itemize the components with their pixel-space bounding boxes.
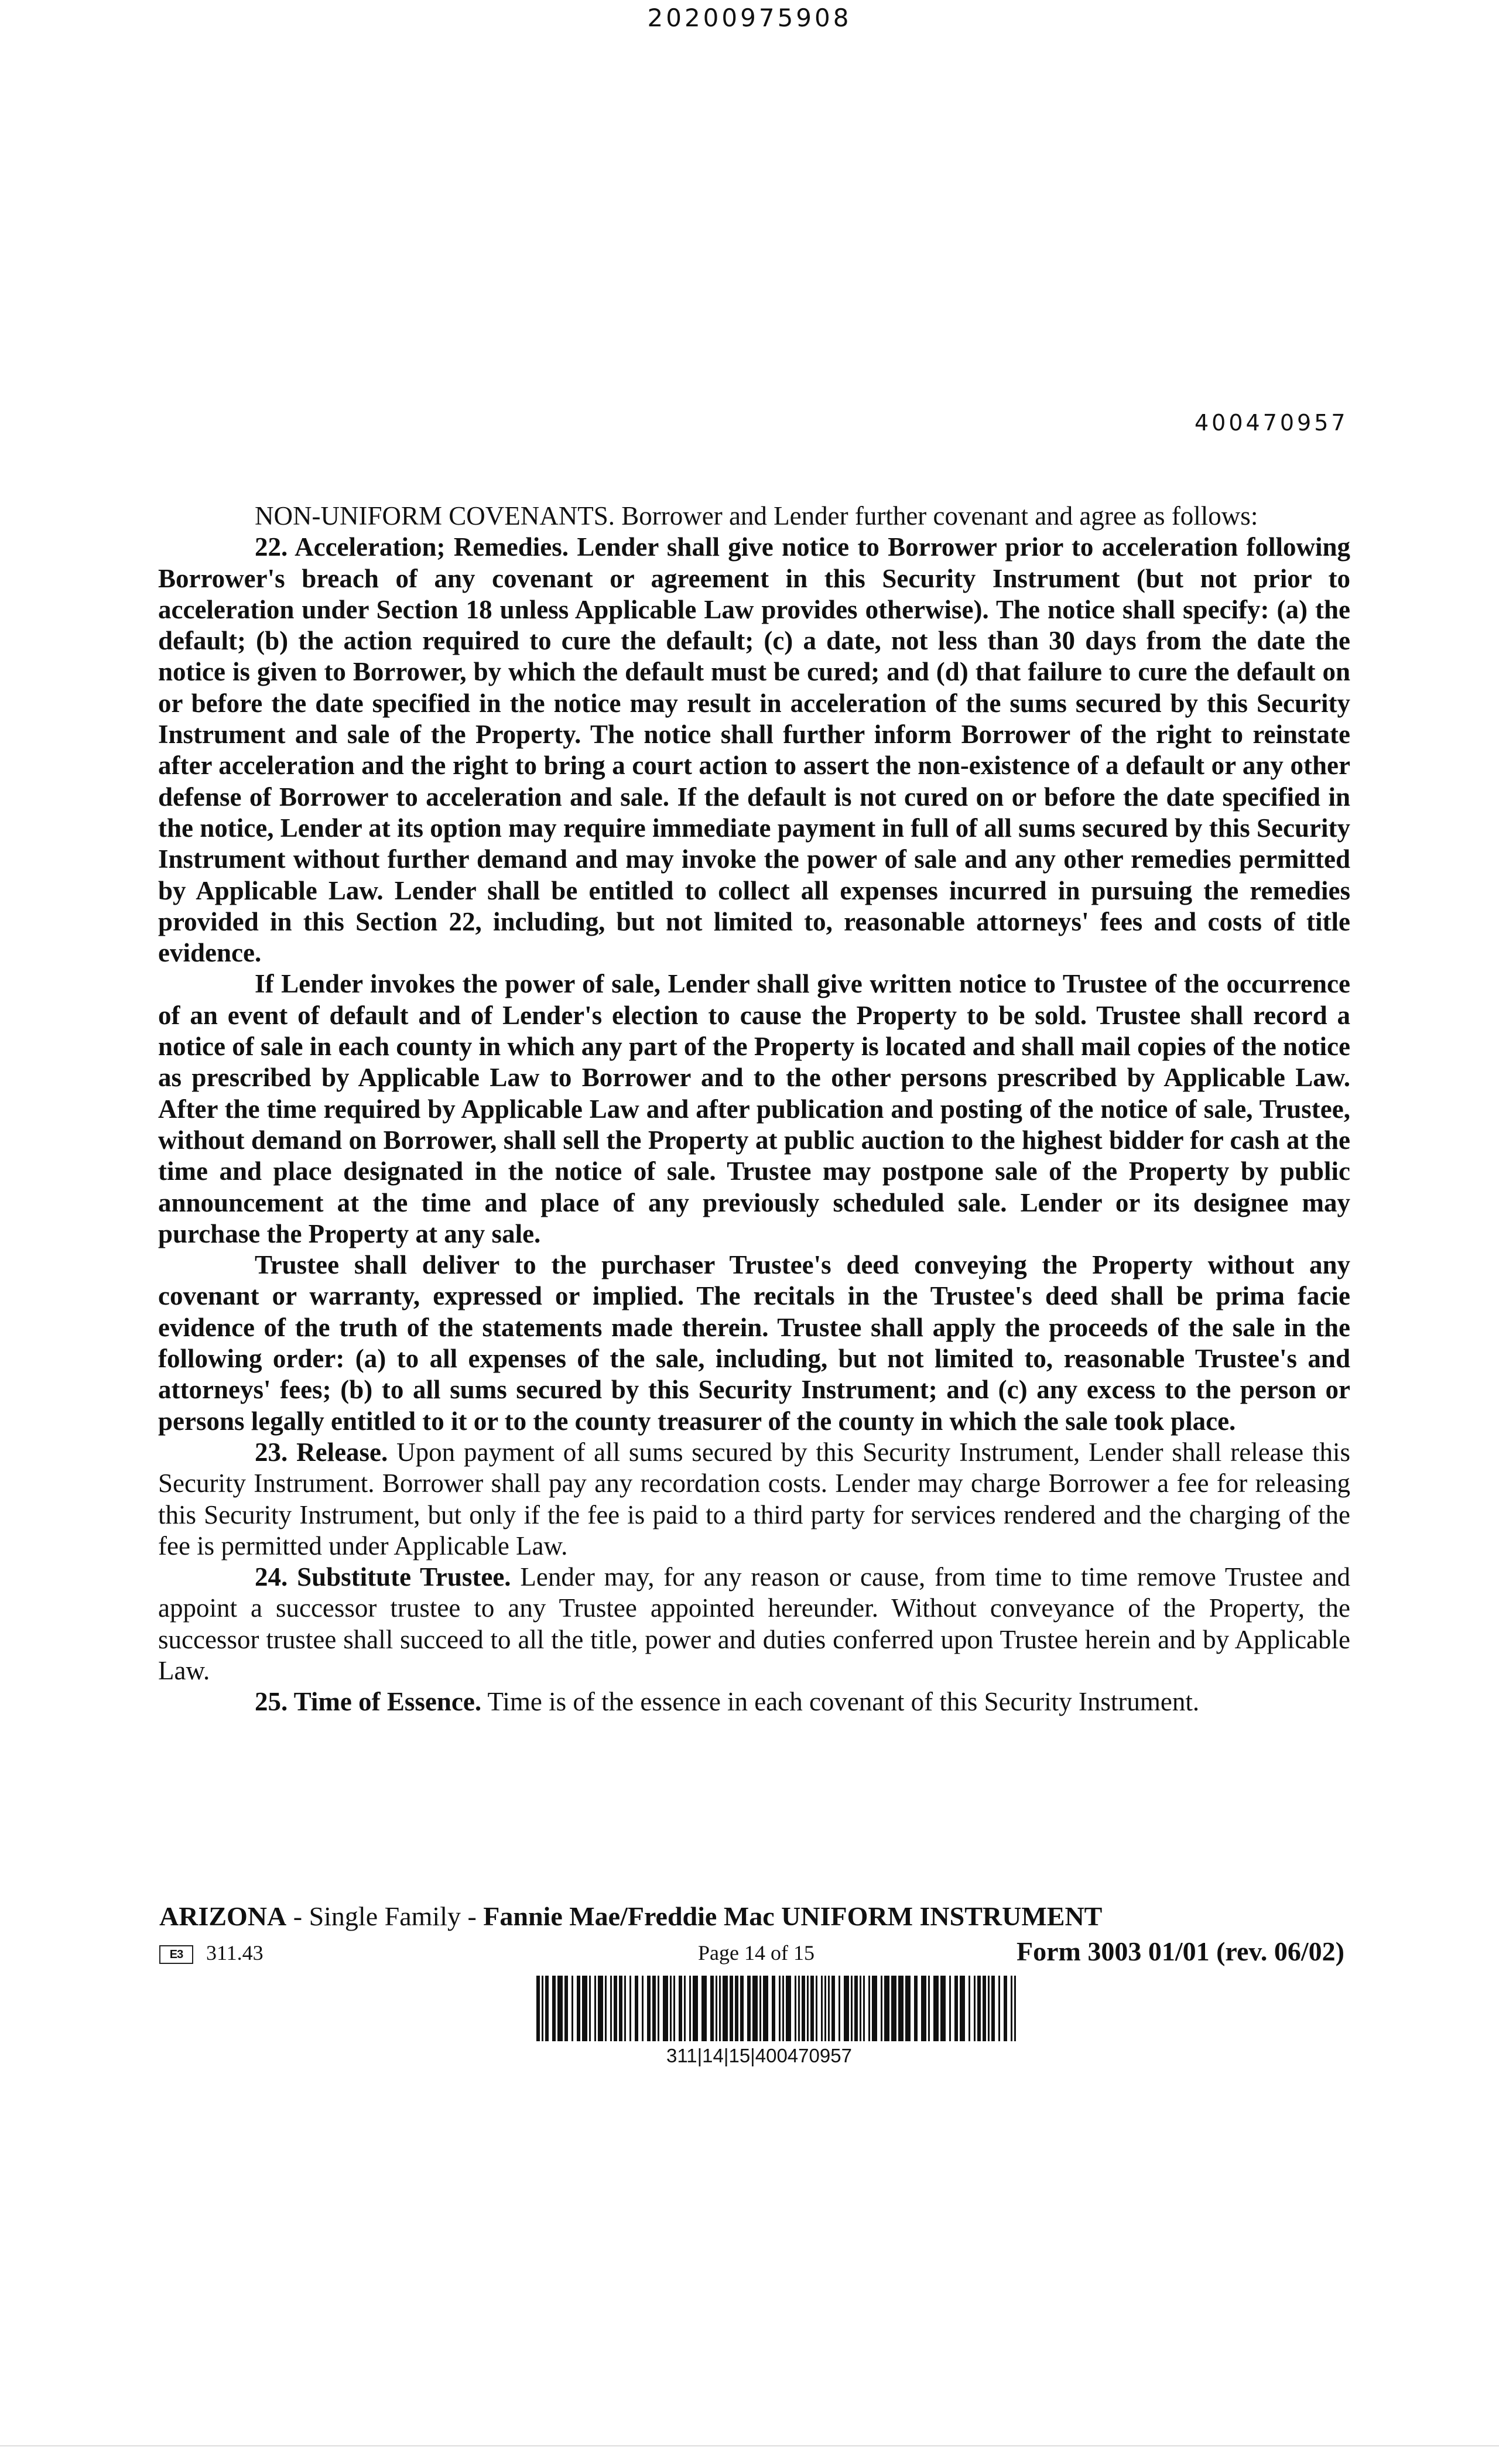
barcode-icon xyxy=(534,1976,1020,2041)
footer-instrument: Fannie Mae/Freddie Mac UNIFORM INSTRUMENT xyxy=(483,1901,1103,1931)
barcode-caption: 311|14|15|400470957 xyxy=(666,2045,852,2066)
section-22-text: Lender shall give notice to Borrower prior to acceleration following Borrower's breach of any covenant or agreement in this Security Instrument (but not prior to acceleration under Section 18 unless Applicable Law provides otherwise). The notice shall specify: (a) the default; (b) the action required to cure the default; (c) a date, not less than 30 days from the date the notice is given to Borrower, by which the default must be cured; and (d) that failure to cure the default on or before the date specified in the notice may result in acceleration of the sums secured by this Security Instrument and sale of the Property. The notice shall further inform Borrower of the right to reinstate after acceleration and the right to bring a court action to assert the non-existence of a default or any other defense of Borrower to acceleration and sale. If the default is not cured on or before the date specified in the notice, Lender at its option may require immediate payment in full of all sums secured by this Security Instrument without further demand and may invoke the power of sale and any other remedies permitted by Applicable Law. Lender shall be entitled to collect all expenses incurred in pursuing the remedies provided in this Section 22, including, but not limited to, reasonable attorneys' fees and costs of title evidence. xyxy=(158,532,1351,968)
section-23-paragraph xyxy=(158,1437,1350,1562)
section-23-text: Upon payment of all sums secured by this Security Instrument, Lender shall release this Security Instrument. Borrower shall pay any recordation costs. Lender may charge Borrower a fee for releasing this Security Instrument, but only if the fee is paid to a third party for services rendered and the charging of the fee is permitted under Applicable Law. xyxy=(158,1437,1351,1560)
section-22-heading: 22. Acceleration; Remedies. xyxy=(255,532,569,562)
scan-edge-line xyxy=(0,2445,1499,2446)
section-24-heading: 24. Substitute Trustee. xyxy=(255,1562,511,1592)
form-code: 311.43 xyxy=(206,1941,263,1965)
ellie-mae-logo-icon: E3 xyxy=(159,1945,193,1964)
section-22-paragraph-1 xyxy=(158,532,1350,969)
section-22-paragraph-3: Trustee shall deliver to the purchaser Trustee's deed conveying the Property without any covenant or warranty, expressed or implied. The recitals in the Trustee's deed shall be prima facie evidence of the truth of the statements made therein. Trustee shall apply the proceeds of the sale in the following order: (a) to all expenses of the sale, including, but not limited to, reasonable Trustee's and attorneys' fees; (b) to all sums secured by this Security Instrument; and (c) any excess to the person or persons legally entitled to it or to the county treasurer of the county in which the sale took place. xyxy=(158,1250,1350,1436)
section-22-paragraph-2: If Lender invokes the power of sale, Lender shall give written notice to Trustee of the occurrence of an event of default and of Lender's election to cause the Property to be sold. Trustee shall record a notice of sale in each county in which any part of the Property is located and shall mail copies of the notice as prescribed by Applicable Law to Borrower and to the other persons prescribed by Applicable Law. After the time required by Applicable Law and after publication and posting of the notice of sale, Trustee, without demand on Borrower, shall sell the Property at public auction to the highest bidder for cash at the time and place designated in the notice of sale. Trustee may postpone sale of the Property by public announcement at the time and place of any previously scheduled sale. Lender or its designee may purchase the Property at any sale. xyxy=(158,969,1350,1248)
intro-paragraph: NON-UNIFORM COVENANTS. Borrower and Lender further covenant and agree as follows: xyxy=(255,501,1258,531)
page-number: Page 14 of 15 xyxy=(698,1941,814,1965)
form-number: Form 3003 01/01 (rev. 06/02) xyxy=(1017,1936,1344,1966)
loan-number: 400470957 xyxy=(1195,410,1349,436)
recording-number: 20200975908 xyxy=(647,4,852,32)
section-25-text: Time is of the essence in each covenant of this Security Instrument. xyxy=(487,1687,1200,1717)
section-24-text: Lender may, for any reason or cause, from time to time remove Trustee and appoint a successor trustee to any Trustee appointed hereunder. Without conveyance of the Property, the successor trustee shall succeed to all the title, power and duties conferred upon Trustee herein and by Applicable Law. xyxy=(158,1562,1350,1685)
section-24-paragraph xyxy=(158,1562,1350,1686)
footer-instrument-line xyxy=(159,1901,1102,1932)
footer-state: ARIZONA xyxy=(159,1901,287,1931)
section-25-paragraph xyxy=(158,1686,1350,1717)
section-25-heading: 25. Time of Essence. xyxy=(255,1687,482,1717)
document-body xyxy=(158,501,1350,1718)
section-23-heading: 23. Release. xyxy=(255,1437,388,1467)
footer-separator: - Single Family - xyxy=(286,1901,484,1931)
